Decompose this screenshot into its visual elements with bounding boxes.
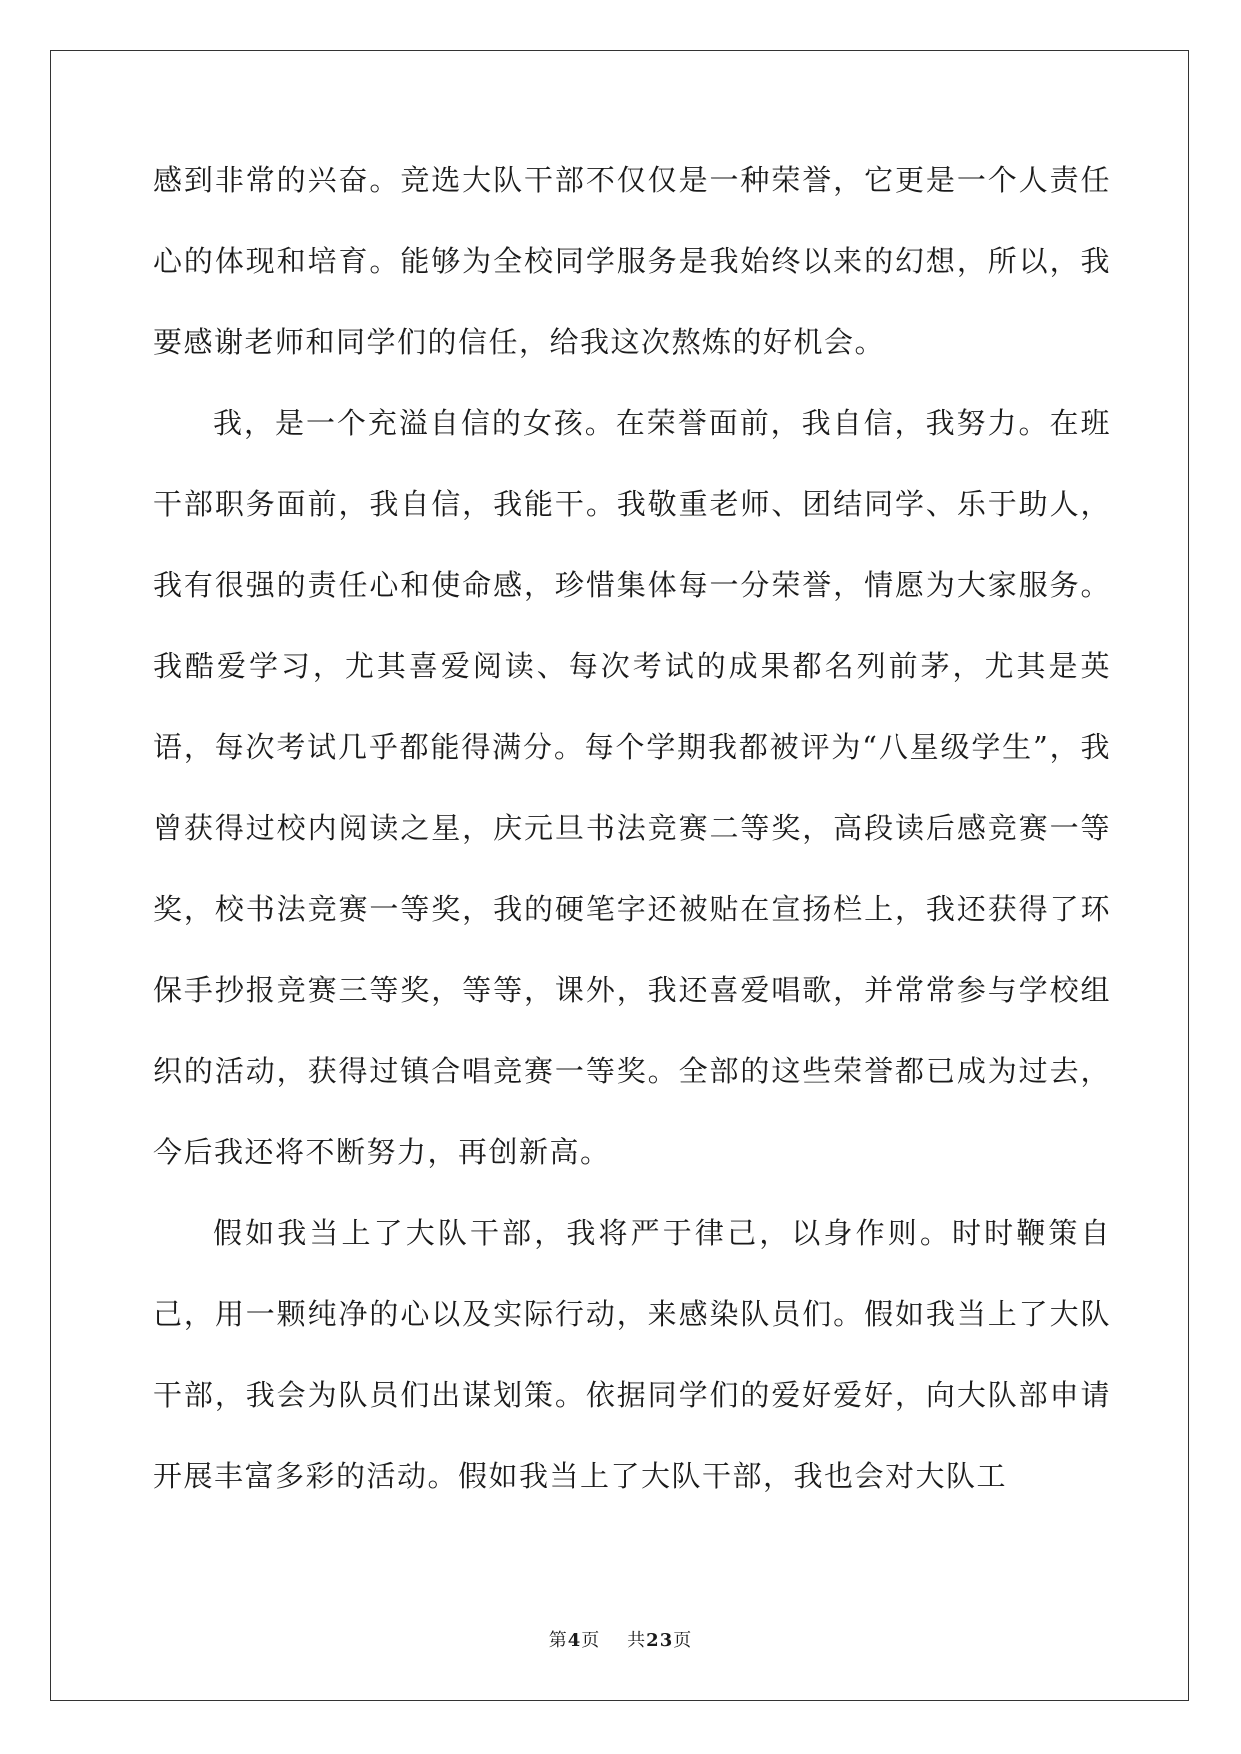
document-body: [153, 158, 1111, 1517]
total-suffix: 页: [673, 1630, 693, 1651]
paragraph-3: 假如我当上了大队干部，我将严于律己，以身作则。时时鞭策自己，用一颗纯净的心以及实际行动，来感染队员们。假如我当上了大队干部，我会为队员们出谋划策。依据同学们的爱好爱好，向大队部申请开展丰富多彩的活动。假如我当上了大队干部，我也会对大队工: [153, 1216, 1111, 1493]
total-pages: 23: [646, 1630, 674, 1651]
page-suffix: 页: [581, 1630, 601, 1651]
page-number: 4: [567, 1630, 582, 1651]
page-prefix: 第: [548, 1630, 568, 1651]
paragraph-2: 我，是一个充溢自信的女孩。在荣誉面前，我自信，我努力。在班干部职务面前，我自信，我能干。我敬重老师、团结同学、乐于助人，我有很强的责任心和使命感，珍惜集体每一分荣誉，情愿为大家服务。我酷爱学习，尤其喜爱阅读、每次考试的成果都名列前茅，尤其是英语，每次考试几乎都能得满分。每个学期我都被评为“八星级学生”，我曾获得过校内阅读之星，庆元旦书法竞赛二等奖，高段读后感竞赛一等奖，校书法竞赛一等奖，我的硬笔字还被贴在宣扬栏上，我还获得了环保手抄报竞赛三等奖，等等，课外，我还喜爱唱歌，并常常参与学校组织的活动，获得过镇合唱竞赛一等奖。全部的这些荣誉都已成为过去，今后我还将不断努力，再创新高。: [153, 406, 1111, 1169]
paragraph-1: 感到非常的兴奋。竞选大队干部不仅仅是一种荣誉，它更是一个人责任心的体现和培育。能够为全校同学服务是我始终以来的幻想，所以，我要感谢老师和同学们的信任，给我这次熬炼的好机会。: [153, 163, 1111, 359]
page-footer: [0, 1626, 1241, 1652]
total-prefix: 共: [627, 1630, 647, 1651]
